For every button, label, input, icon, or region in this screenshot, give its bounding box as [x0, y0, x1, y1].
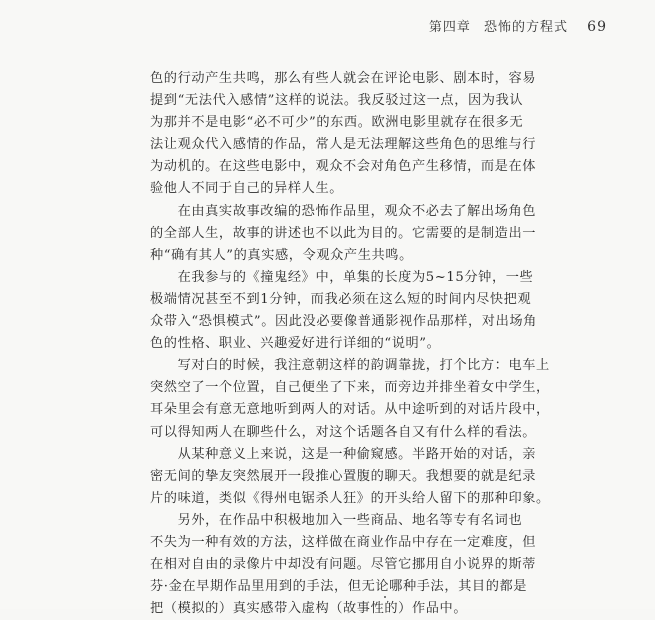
- text-line: 耳朵里会有意无意地听到两人的对话。从中途听到的对话片段中，: [150, 402, 550, 418]
- text-line: 验他人不同于自己的异样人生。: [150, 181, 344, 197]
- text-line: 提到“无法代入感情”这样的说法。我反驳过这一点，因为我认: [150, 93, 524, 109]
- chapter-label: 第四章: [428, 20, 471, 35]
- text-line: 不失为一种有效的方法，这样做在商业作品中存在一定难度，但: [150, 534, 537, 550]
- text-line: 另外，在作品中积极地加入一些商品、地名等专有名词也: [150, 512, 523, 528]
- text-line: 从某种意义上来说，这是一种偷窥感。半路开始的对话，亲: [150, 446, 537, 462]
- text-line: 密无间的挚友突然展开一段推心置腹的聊天。我想要的就是纪录: [150, 468, 537, 484]
- text-line: 的全部人生，故事的讲述也不以此为目的。它需要的是制造出一: [150, 225, 537, 241]
- chapter-title: 恐怖的方程式: [484, 20, 569, 35]
- text-line: 极端情况甚至不到1分钟，而我必须在这么短的时间内尽快把观: [150, 291, 532, 307]
- page-number: 69: [587, 19, 607, 35]
- text-line: 把（模拟的）真实感带入虚构（故事性的）作品中。: [150, 601, 468, 617]
- text-line: 为那并不是电影“必不可少”的东西。欧洲电影里就存在很多无: [150, 115, 524, 131]
- text-line: 法让观众代入感情的作品，常人是无法理解这些角色的思维与行: [150, 137, 537, 153]
- text-line: 为动机的。在这些电影中，观众不会对角色产生移情，而是在体: [150, 159, 537, 175]
- text-line: 片的味道，类似《得州电锯杀人狂》的开头给人留下的那种印象。: [150, 490, 550, 506]
- text-line: 可以得知两人在聊些什么，对这个话题各自又有什么样的看法。: [150, 424, 537, 440]
- running-header: [429, 16, 607, 35]
- text-line: 在相对自由的录像片中却没有问题。尽管它挪用自小说界的斯蒂: [150, 557, 537, 573]
- text-line: 色的行动产生共鸣，那么有些人就会在评论电影、剧本时，容易: [150, 71, 537, 86]
- text-line: 突然空了一个位置，自己便坐了下来，而旁边并排坐着女中学生，: [150, 380, 550, 396]
- body-text: [150, 68, 550, 620]
- text-line: 写对白的时候，我注意朝这样的韵调靠拢，打个比方：电车上: [150, 358, 550, 374]
- text-line: 种“确有其人”的真实感，令观众产生共鸣。: [150, 247, 413, 263]
- text-line: 在由真实故事改编的恐怖作品里，观众不必去了解出场角色: [150, 203, 537, 219]
- page-mark: [384, 596, 386, 598]
- text-line: 色的性格、职业、兴趣爱好进行详细的“说明”。: [150, 336, 441, 352]
- text-line: 众带入“恐惧模式”。因此没必要像普通影视作品那样，对出场角: [150, 314, 537, 330]
- text-line: 芬·金在早期作品里用到的手法，但无论哪种手法，其目的都是: [150, 579, 528, 595]
- text-line: 在我参与的《撞鬼经》中，单集的长度为5~15分钟，一些: [150, 269, 534, 285]
